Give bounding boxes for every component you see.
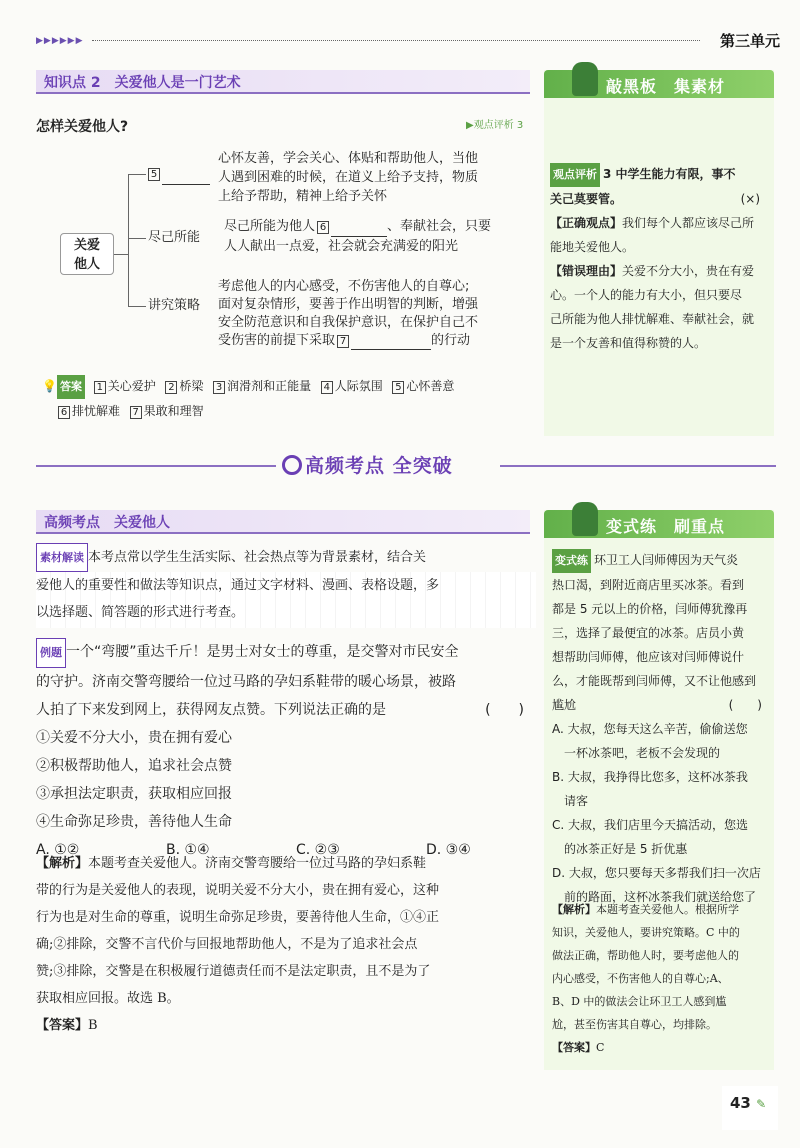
- answer-number: 1: [94, 381, 106, 394]
- answer-text: 排忧解难: [72, 404, 121, 418]
- q-line: 么，才能既帮到闫师傅，又不让他感到: [552, 674, 757, 688]
- answer-line: [351, 349, 431, 350]
- answer-text: 果敢和理智: [143, 404, 204, 418]
- answer-number: 4: [321, 381, 333, 394]
- mindmap-center: [60, 233, 114, 275]
- example-tag: 例题: [36, 638, 66, 668]
- statement-3: ③承担法定职责，获取相应回报: [36, 786, 232, 802]
- answer-number: 2: [165, 381, 177, 394]
- text-line: 己所能为他人排忧解难、奉献社会，就: [550, 312, 755, 326]
- text-line: [218, 332, 478, 350]
- text-line: [224, 217, 491, 237]
- text-line: 人人献出一点爱，社会就会充满爱的阳光: [224, 239, 459, 254]
- side-panel-1-header: [544, 70, 774, 98]
- answer-item: [211, 379, 311, 393]
- answer-number: 6: [58, 406, 70, 419]
- page-number-box: [722, 1086, 778, 1130]
- option-c[interactable]: C. 大叔，我们店里今天搞活动，您选: [552, 818, 749, 832]
- option-b[interactable]: B. 大叔，我挣得比您多，这杯冰茶我: [552, 770, 748, 784]
- intro-line-2: 爱他人的重要性和做法等知识点，通过文字材料、漫画、表格设题，多: [36, 578, 440, 593]
- page-number: 43: [730, 1094, 751, 1112]
- analysis-label: 【解析】: [552, 903, 596, 916]
- q-line: [552, 693, 768, 717]
- hot-title-bar: [36, 510, 530, 534]
- q-line-1: [552, 548, 768, 573]
- text-line: 面对复杂情形，要善于作出明智的判断，增强: [218, 297, 479, 312]
- branch2-text: [224, 217, 491, 257]
- answer-value: B: [88, 1018, 98, 1033]
- material-tag: 素材解读: [36, 543, 88, 572]
- analysis-line-4: 确;②排除，交警不言代价与回报地帮助他人，不是为了追求社会点: [36, 937, 418, 952]
- answer-text: 人际氛围: [334, 379, 383, 393]
- analysis-line: B、D 中的做法会让环卫工人感到尴: [552, 995, 727, 1008]
- side2-analysis: [552, 898, 768, 1059]
- side2-question: [552, 548, 768, 909]
- analysis-line-2: 带的行为是关爱他人的表现，说明关爱不分大小，贵在拥有爱心，这种: [36, 883, 440, 898]
- variant-tag: 变式练: [552, 549, 591, 573]
- correct-view: [550, 211, 770, 235]
- bulb-icon: 💡: [42, 379, 57, 393]
- example-line-2: 的守护。济南交警弯腰给一位过马路的孕妇系鞋带的暖心场景，被路: [36, 674, 456, 690]
- answer-paren: ( ): [485, 702, 524, 718]
- statement-4: ④生命弥足珍贵，善待他人生命: [36, 814, 232, 830]
- mid-divider-right: [500, 465, 776, 467]
- blank-number: 6: [317, 221, 329, 234]
- side1-tag: 观点评析: [550, 163, 600, 187]
- side-panel-2-title: 变式练 刷重点: [606, 517, 726, 536]
- statement-2: ②积极帮助他人，追求社会点赞: [36, 758, 232, 774]
- text-part: 一个“弯腰”重达千斤！是男士对女士的尊重，是交警对市民安全: [66, 644, 459, 660]
- answer-paren: ( ): [728, 698, 762, 712]
- blank-number: 7: [337, 335, 349, 348]
- text-line: 安全防范意识和自我保护意识，在保护自己不: [218, 315, 479, 330]
- center-line-1: 关爱: [73, 238, 100, 253]
- header-rule: [92, 40, 700, 41]
- answer-line: [162, 184, 210, 185]
- wrong-label: 【错误理由】: [550, 264, 623, 278]
- example: [36, 638, 530, 864]
- correct-label: 【正确观点】: [550, 216, 623, 230]
- text-part: 尽己所能为他人: [224, 219, 316, 234]
- text-part: 关己莫要管。: [550, 192, 623, 206]
- analysis-line-1: [36, 850, 530, 877]
- analysis-line-1: [552, 898, 768, 921]
- intro-line-3: 以选择题、简答题的形式进行考查。: [36, 605, 245, 620]
- blank-number: 5: [148, 168, 160, 181]
- answer-item: [92, 379, 156, 393]
- option-a[interactable]: A. ①②: [36, 842, 80, 858]
- answer-item: [56, 404, 120, 418]
- teacher-icon: [572, 62, 598, 96]
- mid-divider-left: [36, 465, 276, 467]
- text-line: 上给予帮助，精神上给予关怀: [218, 189, 388, 204]
- header-arrows: ▶▶▶▶▶▶: [36, 36, 84, 46]
- analysis-line-3: 行为也是对生命的尊重，说明生命弥足珍贵，要善待他人生命，①④正: [36, 910, 440, 925]
- text-line: 是一个友善和值得称赞的人。: [550, 336, 707, 350]
- side-panel-2-header: [544, 510, 774, 538]
- example-line-1: [36, 638, 530, 668]
- answer-item: [163, 379, 203, 393]
- answer-line: [36, 1012, 530, 1039]
- side1-question-2: [550, 187, 770, 211]
- option-b-cont: 请客: [552, 794, 589, 808]
- answer-item: [319, 379, 383, 393]
- side-panel-1-title: 敲黑板 集素材: [606, 77, 726, 96]
- answer-value: C: [596, 1041, 605, 1054]
- judgement-mark: (×): [740, 192, 760, 206]
- mm-branch-3: [128, 306, 146, 307]
- answer-line: [552, 1036, 768, 1059]
- hot-title: 高频考点 关爱他人: [44, 515, 170, 531]
- mid-title: 高频考点 全突破: [305, 455, 453, 477]
- text-part: 人拍了下来发到网上，获得网友点赞。下列说法正确的是: [36, 702, 386, 718]
- answer-number: 5: [392, 381, 404, 394]
- text-part: 3 中学生能力有限，事不: [603, 167, 736, 181]
- answer-item: [390, 379, 454, 393]
- text-line: 能地关爱他人。: [550, 240, 635, 254]
- mm-branch-2: [128, 238, 146, 239]
- analysis: [36, 850, 530, 1039]
- side-panel-2: [544, 510, 774, 1070]
- option-a-cont: 一杯冰茶吧，老板不会发现的: [552, 746, 721, 760]
- text-part: 的行动: [431, 333, 471, 348]
- option-d[interactable]: D. ③④: [426, 842, 471, 858]
- text-line: 心。一个人的能力有大小，但只要尽: [550, 288, 743, 302]
- hot-intro: [36, 543, 530, 626]
- unit-title: 第三单元: [719, 32, 780, 50]
- text-part: 关爱不分大小，贵在有爱: [622, 264, 755, 278]
- text-part: 我们每个人都应该尽己所: [622, 216, 755, 230]
- text-part: 本考点常以学生生活实际、社会热点等为背景素材，结合关: [88, 550, 427, 565]
- text-part: 本题考查关爱他人。根据所学: [596, 903, 739, 916]
- kp2-ref: ▶观点评析 3: [466, 120, 524, 131]
- answer-item: [128, 404, 204, 418]
- statement-1: ①关爱不分大小，贵在拥有爱心: [36, 730, 232, 746]
- text-line: 人遇到困难的时候，在道义上给予支持，物质: [218, 170, 479, 185]
- kp2-title-bar: [36, 70, 530, 94]
- answer-text: 关心爱护: [107, 379, 156, 393]
- branch3-label: 讲究策略: [148, 298, 201, 313]
- option-d-cont: 前的路面，这杯冰茶我们就送给您了: [552, 890, 757, 904]
- intro-line-1: [36, 543, 530, 572]
- branch2-label: 尽己所能: [148, 230, 201, 245]
- example-line-3: [36, 696, 530, 724]
- kp2-question: 怎样关爱他人?: [36, 119, 129, 135]
- side-panel-1: [544, 70, 774, 436]
- q-line: 都是 5 元以上的价格，闫师傅犹豫再: [552, 602, 748, 616]
- wrong-reason: [550, 259, 770, 283]
- answer-number: 3: [213, 381, 225, 394]
- analysis-line-5: 赞;③排除，交警是在积极履行道德责任而不是法定职责，且不是为了: [36, 964, 431, 979]
- teacher-icon: [572, 502, 598, 536]
- center-line-2: 他人: [73, 257, 100, 272]
- option-c[interactable]: C. ②③: [296, 842, 340, 858]
- analysis-label: 【解析】: [36, 856, 89, 871]
- analysis-line: 尬，甚至伤害其自尊心，均排除。: [552, 1018, 717, 1031]
- text-part: 受伤害的前提下采取: [218, 333, 336, 348]
- text-part: 环卫工人闫师傅因为天气炎: [594, 553, 739, 567]
- option-a[interactable]: A. 大叔，您每天这么辛苦，偷偷送您: [552, 722, 748, 736]
- mm-branch-1: [128, 174, 146, 175]
- mm-connector: [114, 254, 128, 255]
- kp2-title: 知识点 2 关爱他人是一门艺术: [44, 75, 241, 91]
- q-line: 想帮助闫师傅，他应该对闫师傅说什: [552, 650, 745, 664]
- text-part: 本题考查关爱他人。济南交警弯腰给一位过马路的孕妇系鞋: [88, 856, 427, 871]
- analysis-line: 知识，关爱他人，要讲究策略。C 中的: [552, 926, 740, 939]
- option-d[interactable]: D. 大叔，您只要每天多帮我们扫一次店: [552, 866, 761, 880]
- answer-tag: 答案: [57, 375, 85, 399]
- text-part: 尴尬: [552, 698, 577, 712]
- text-line: 心怀友善，学会关心、体贴和帮助他人，当他: [218, 151, 479, 166]
- answer-label: 【答案】: [552, 1041, 596, 1054]
- side1-question: [550, 162, 770, 187]
- option-c-cont: 的冰茶正好是 5 折优惠: [552, 842, 688, 856]
- text-part: 、奉献社会，只要: [387, 219, 492, 234]
- analysis-line: 内心感受，不伤害他人的自尊心;A、: [552, 972, 729, 985]
- analysis-line-6: 获取相应回报。故选 B。: [36, 991, 180, 1006]
- mm-trunk: [128, 174, 129, 306]
- answer-text: 心怀善意: [406, 379, 455, 393]
- text-line: 考虑他人的内心感受，不伤害他人的自尊心;: [218, 279, 470, 294]
- spiral-icon: [282, 455, 302, 475]
- branch3-text: [218, 278, 478, 350]
- option-b[interactable]: B. ①④: [166, 842, 210, 858]
- q-line: 三，选择了最便宜的冰茶。店员小黄: [552, 626, 745, 640]
- answer-label: 【答案】: [36, 1018, 89, 1033]
- answer-text: 润滑剂和正能量: [227, 379, 312, 393]
- q-line: 热口渴，到附近商店里买冰茶。看到: [552, 578, 745, 592]
- branch1-text: [218, 149, 478, 206]
- side1-content: [550, 162, 770, 355]
- pencil-icon: ✎: [756, 1097, 767, 1111]
- kp2-answers: [42, 374, 512, 423]
- branch1-blank: [146, 164, 210, 185]
- answer-text: 桥梁: [179, 379, 204, 393]
- answer-number: 7: [130, 406, 142, 419]
- analysis-line: 做法正确，帮助他人时，要考虑他人的: [552, 949, 739, 962]
